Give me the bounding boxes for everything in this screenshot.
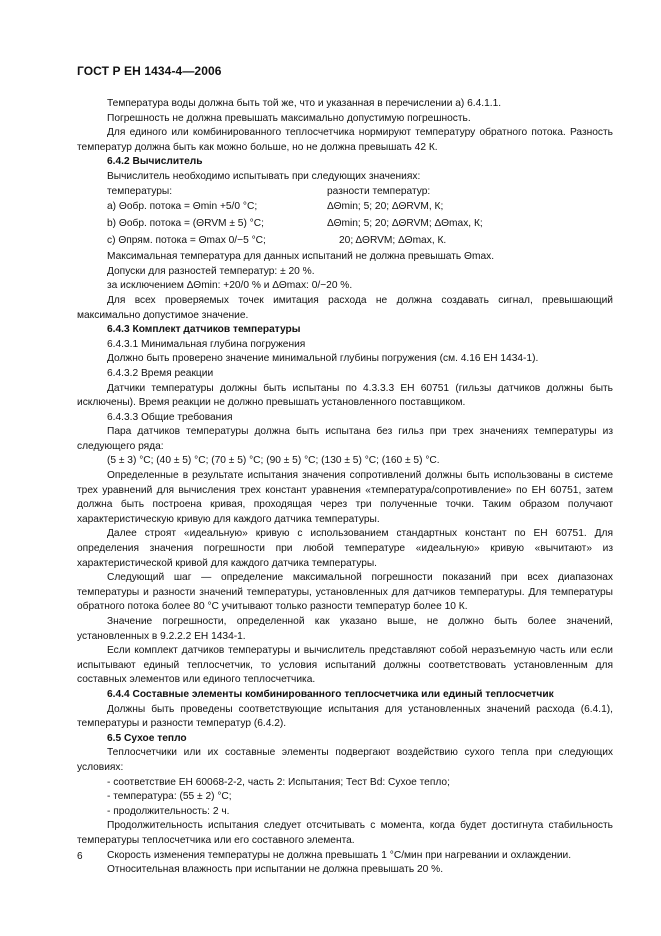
paragraph: Температура воды должна быть той же, что и указанная в перечислении а) 6.4.1.1.	[107, 98, 502, 109]
paragraph: Для всех проверяемых точек имитация расхода не должна создавать сигнал, превышающий максимально допустимое значение.	[77, 294, 613, 321]
paragraph: Максимальная температура для данных испытаний не должна превышать Θmax.	[107, 251, 495, 263]
section-heading-6-4-2: 6.4.2 Вычислитель	[107, 156, 203, 168]
page-number: 6	[77, 851, 83, 862]
subsection-heading: 6.4.3.2 Время реакции	[107, 367, 214, 379]
paragraph: Вычислитель необходимо испытывать при следующих значениях:	[107, 170, 421, 182]
paragraph: Скорость изменения температуры не должна превышать 1 °C/мин при нагревании и охлаждении.	[107, 849, 572, 861]
subsection-heading: 6.4.3.3 Общие требования	[107, 411, 233, 423]
formula-c-right: 20; ΔΘRVM; ΔΘmax, К.	[339, 235, 447, 247]
section-heading-6-5: 6.5 Сухое тепло	[107, 732, 187, 744]
paragraph: Следующий шаг — определение максимальной погрешности показаний при всех диапазонах температуры и разности значений температуры, установленных для датчиков температуры. Для температуры обратного потока более 80 °C учитывают только разности температур более 10 К.	[77, 572, 613, 613]
col-temperatures: температуры:	[107, 185, 173, 197]
formula-c-left: c) Θпрям. потока = Θmax 0/−5 °C;	[107, 235, 266, 247]
paragraph: Если комплект датчиков температуры и вычислитель представляют собой неразъемную часть или если испытывают единый теплосчетчик, то условия испытаний должны соответствовать установленным для составных элементов или единого теплосчетчика.	[77, 645, 613, 686]
list-item: - температура: (55 ± 2) °C;	[107, 791, 232, 803]
paragraph: Относительная влажность при испытании не должна превышать 20 %.	[107, 864, 444, 876]
paragraph: Для единого или комбинированного теплосчетчика нормируют температуру обратного потока. Разность температур должна быть как можно больше, но не должна превышать 42 К.	[77, 127, 613, 153]
formula-b	[77, 216, 613, 233]
formula-b-right: ΔΘmin; 5; 20; ΔΘRVM; ΔΘmax, К;	[327, 218, 483, 230]
formula-a-left: a) Θобр. потока = Θmin +5/0 °C;	[107, 201, 258, 213]
paragraph: Теплосчетчики или их составные элементы подвергают воздействию сухого тепла при следующих условиях:	[77, 747, 613, 773]
subsection-heading: 6.4.3.1 Минимальная глубина погружения	[107, 338, 306, 350]
paragraph: Допуски для разностей температур: ± 20 %.	[107, 265, 315, 277]
paragraph: Погрешность не должна превышать максимально допустимую погрешность.	[107, 112, 471, 124]
section-heading-6-4-3: 6.4.3 Комплект датчиков температуры	[107, 324, 301, 336]
formula-c	[77, 233, 613, 250]
running-header: ГОСТ Р ЕН 1434-4—2006	[77, 64, 222, 78]
paragraph: Должны быть проведены соответствующие испытания для установленных значений расхода (6.4.1), температуры и разности температур (6.4.2).	[77, 703, 613, 730]
paragraph: за исключением ΔΘmin: +20/0 % и ΔΘmax: 0/−20 %.	[107, 280, 353, 292]
paragraph: (5 ± 3) °C; (40 ± 5) °C; (70 ± 5) °C; (90 ± 5) °C; (130 ± 5) °C; (160 ± 5) °C.	[107, 455, 440, 467]
document-body	[77, 97, 613, 878]
paragraph: Датчики температуры должны быть испытаны по 4.3.3.3 ЕН 60751 (гильзы датчиков должны быть исключены). Время реакции не должно превышать установленного поставщиком.	[77, 382, 613, 409]
list-item: - соответствие ЕН 60068-2-2, часть 2: Испытания; Тест Bd: Сухое тепло;	[107, 776, 450, 788]
paragraph: Далее строят «идеальную» кривую с использованием стандартных констант по ЕН 60751. Для определения значения погрешности при любой температуре «идеальную» кривую «вычитают» из характеристической кривой для каждого датчика температуры.	[77, 528, 613, 569]
paragraph: Значение погрешности, определенной как указано выше, не должно быть более значений, установленных в 9.2.2.2 ЕН 1434-1.	[77, 616, 613, 642]
formula-a	[77, 199, 613, 216]
paragraph: Пара датчиков температуры должна быть испытана без гильз при трех значениях температуры из следующего ряда:	[77, 426, 613, 452]
paragraph: Должно быть проверено значение минимальной глубины погружения (см. 4.16 ЕН 1434-1).	[107, 353, 539, 365]
section-heading-6-4-4: 6.4.4 Составные элементы комбинированного теплосчетчика или единый теплосчетчик	[107, 688, 554, 700]
formula-a-right: ΔΘmin; 5; 20; ΔΘRVM, К;	[327, 201, 444, 213]
paragraph: Продолжительность испытания следует отсчитывать с момента, когда будет достигнута стабильность температуры теплосчетчика или его составного элемента.	[77, 820, 613, 846]
col-differences: разности температур:	[327, 185, 431, 197]
column-headers	[77, 185, 613, 200]
paragraph: Определенные в результате испытания значения сопротивлений должны быть использованы в системе трех уравнений для вычисления трех констант уравнения «температура/сопротивление» по ЕН 60751, затем должна быть построена кривая, проходящая через три полученные точки. Таким образом получают характеристическую кривую для каждого датчика температуры.	[77, 470, 613, 525]
formula-b-left: b) Θобр. потока = (ΘRVM ± 5) °C;	[107, 218, 264, 230]
list-item: - продолжительность: 2 ч.	[107, 805, 230, 817]
